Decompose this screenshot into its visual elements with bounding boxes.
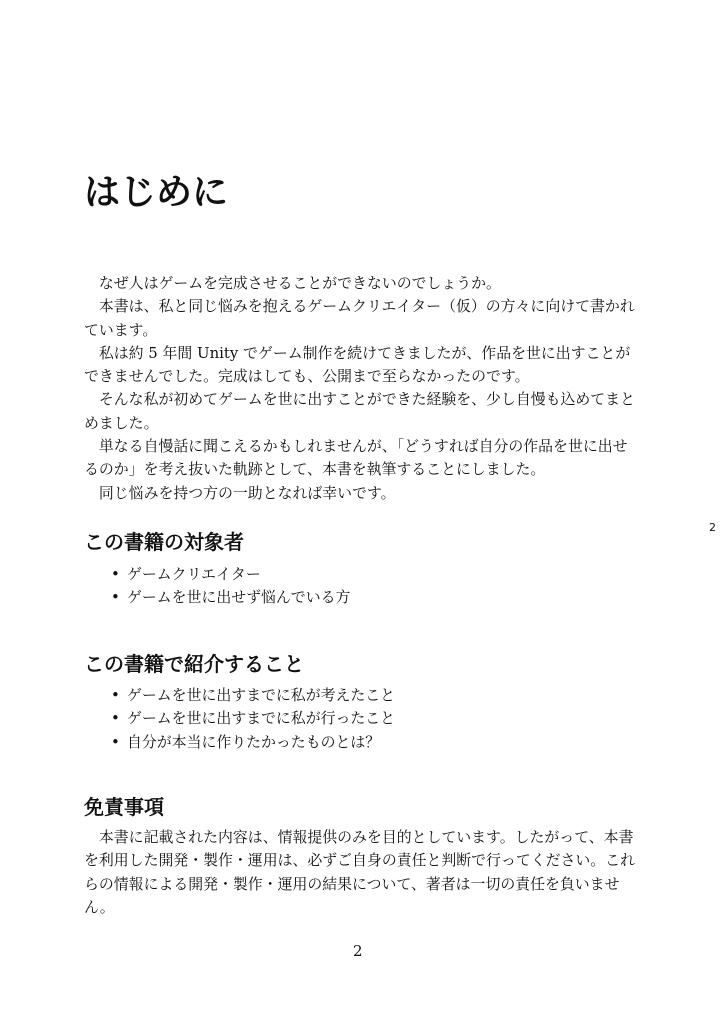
list-item: • ゲームを世に出せず悩んでいる方 xyxy=(127,586,647,609)
intro-paragraph: なぜ人はゲームを完成させることができないのでしょうか。 xyxy=(98,274,501,292)
intro-paragraph: 同じ悩みを持つ方の一助となれば幸いです。 xyxy=(98,483,396,502)
list-item: • ゲームを世に出すまでに私が考えたこと xyxy=(127,684,647,707)
intro-paragraph: そんな私が初めてゲームを世に出すことができた経験を、少し自慢も込めてまとめました。 xyxy=(84,390,635,432)
contents-list xyxy=(84,684,647,754)
intro-paragraph: 単なる自慢話に聞こえるかもしれませんが、「どうすれば自分の作品を世に出せるのか」を考え抜いた軌跡として、本書を執筆することにしました。 xyxy=(84,437,628,479)
disclaimer-heading: 免責事項 xyxy=(84,795,164,819)
side-page-marker: 2 xyxy=(709,521,716,534)
list-item: • ゲームクリエイター xyxy=(127,563,647,586)
audience-list xyxy=(84,563,647,610)
page-number: 2 xyxy=(353,942,363,960)
disclaimer-paragraph: 本書に記載された内容は、情報提供のみを目的としています。したがって、本書を利用した開発・製作・運用は、必ずご自身の責任と判断で行ってください。これらの情報による開発・製作・運用の結果について、著者は一切の責任を負いません。 xyxy=(84,828,635,916)
intro-section xyxy=(84,272,637,505)
intro-paragraph: 私は約 5 年間 Unity でゲーム制作を続けてきましたが、作品を世に出すことができませんでした。完成はしても、公開まで至らなかったのです。 xyxy=(84,343,631,386)
contents-heading: この書籍で紹介すること xyxy=(84,652,304,676)
audience-heading: この書籍の対象者 xyxy=(84,530,244,554)
intro-paragraph: 本書は、私と同じ悩みを抱えるゲームクリエイター（仮）の方々に向けて書かれています。 xyxy=(84,297,635,339)
list-item: • 自分が本当に作りたかったものとは？ xyxy=(127,731,647,754)
page-title: はじめに xyxy=(84,172,229,213)
list-item: • ゲームを世に出すまでに私が行ったこと xyxy=(127,707,647,730)
disclaimer-section xyxy=(84,826,637,919)
